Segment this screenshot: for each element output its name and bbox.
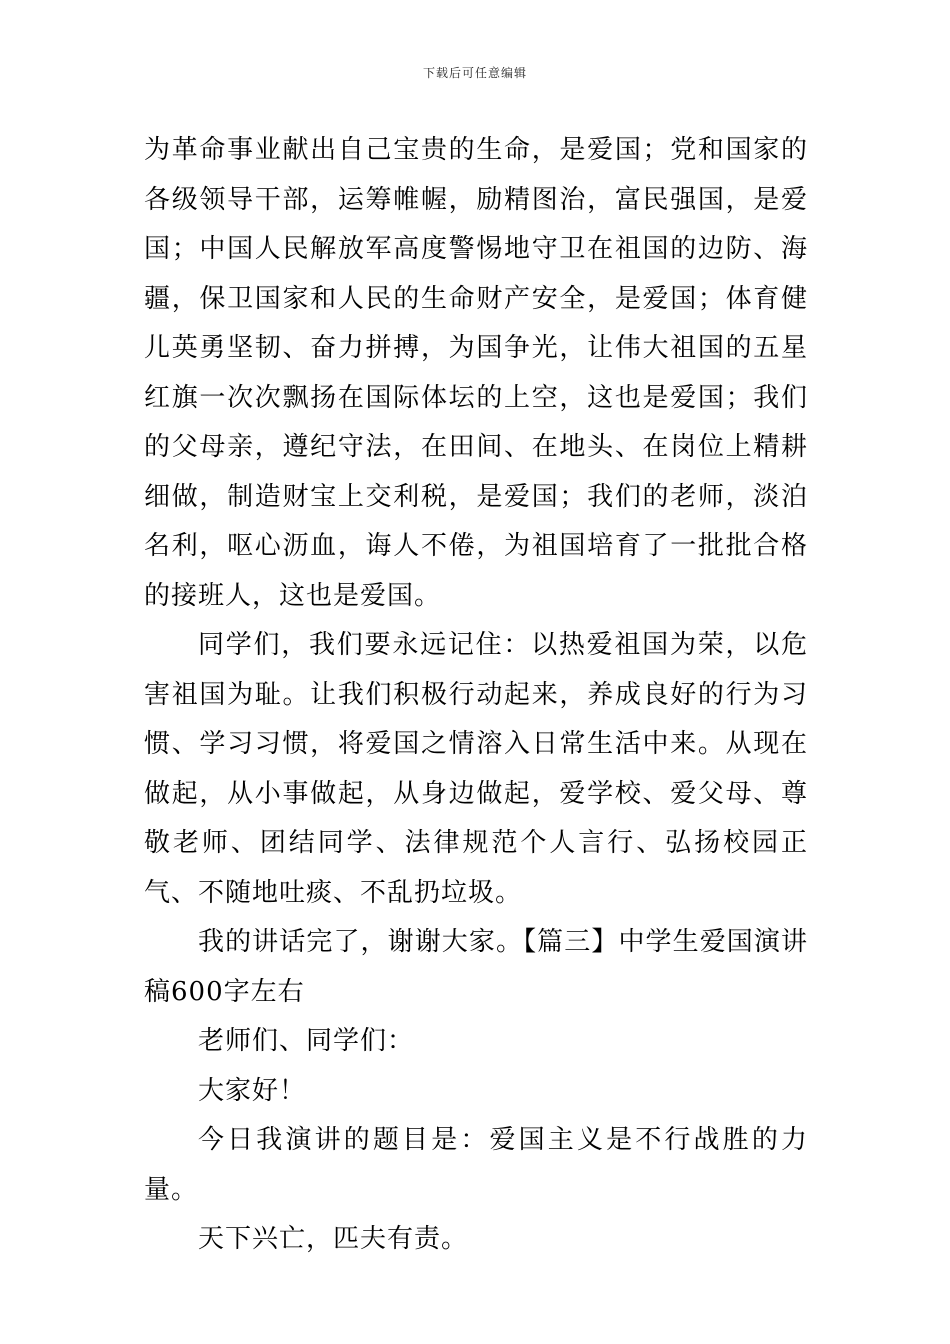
paragraph-patriotism-examples: 为革命事业献出自己宝贵的生命，是爱国；党和国家的各级领导干部，运筹帷幄，励精图治，富民强国，是爱国；中国人民解放军高度警惕地守卫在祖国的边防、海疆，保卫国家和人民的生命财产安全，是爱国；体育健儿英勇坚韧、奋力拼搏，为国争光，让伟大祖国的五星红旗一次次飘扬在国际体坛的上空，这也是爱国；我们的父母亲，遵纪守法，在田间、在地头、在岗位上精耕细做，制造财宝上交利税，是爱国；我们的老师，淡泊名利，呕心沥血，诲人不倦，为祖国培育了一批批合格的接班人，这也是爱国。	[144, 135, 808, 611]
paragraph-proverb: 天下兴亡，匹夫有责。	[198, 1224, 469, 1254]
paragraph-closing-and-section-title: 我的讲话完了，谢谢大家。【篇三】中学生爱国演讲稿600字左右	[144, 927, 808, 1007]
paragraph-greeting: 大家好！	[198, 1075, 307, 1106]
paragraph-salutation: 老师们、同学们：	[198, 1026, 415, 1056]
document-body	[144, 126, 808, 1265]
paragraph-speech-topic: 今日我演讲的题目是：爱国主义是不行战胜的力量。	[144, 1125, 808, 1205]
paragraph-call-to-action: 同学们，我们要永远记住：以热爱祖国为荣，以危害祖国为耻。让我们积极行动起来，养成良好的行为习惯、学习习惯，将爱国之情溶入日常生活中来。从现在做起，从小事做起，从身边做起，爱学校、爱父母、尊敬老师、团结同学、法律规范个人言行、弘扬校园正气、不随地吐痰、不乱扔垃圾。	[144, 630, 808, 908]
header-note: 下载后可任意编辑	[422, 66, 527, 80]
